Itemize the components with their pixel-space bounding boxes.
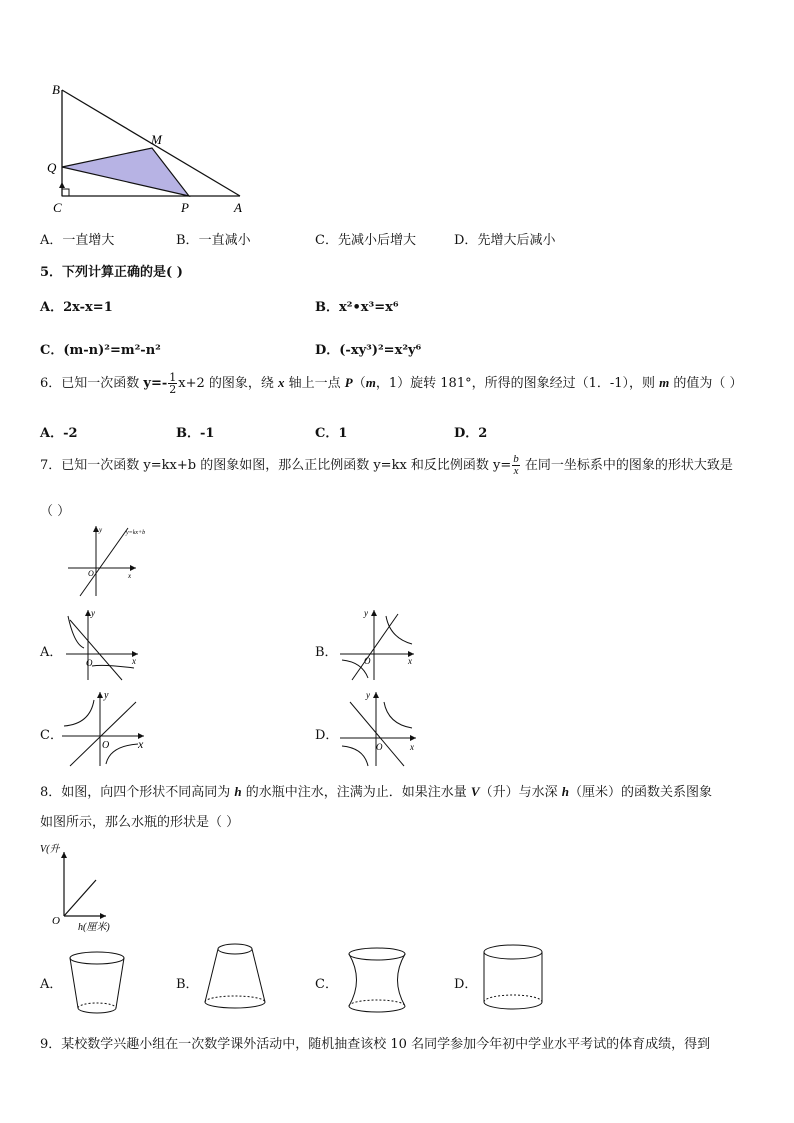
q8-text-mid2: （升）与水深 — [479, 785, 562, 800]
q4-option-c[interactable] — [315, 229, 416, 248]
q4-triangle-figure — [40, 78, 260, 218]
label-c: C — [53, 200, 62, 215]
fraction-numerator: b — [513, 453, 519, 465]
q8-text-pre: 8．如图，向四个形状不同高同为 — [40, 785, 235, 800]
label-v-axis: V(升 — [40, 844, 60, 855]
q7-option-a-graph[interactable] — [64, 606, 144, 682]
label-o: O — [86, 658, 93, 668]
label-y: y — [364, 608, 368, 618]
q7-option-d-graph[interactable] — [338, 688, 420, 768]
shaded-triangle-qmp — [62, 148, 189, 196]
q6-text-mid1: x+2 的图象，绕 — [178, 376, 279, 391]
q6-text-post: 的值为（ ） — [669, 376, 743, 391]
label-line: y=kx+b — [126, 530, 146, 536]
q6-text-mid4: ，1）旋转 181°，所得的图象经过（1．-1），则 — [375, 376, 660, 391]
option-key: C． — [40, 343, 64, 358]
label-p: P — [181, 200, 189, 215]
label-o: O — [102, 740, 110, 751]
q6-text-mid2: 轴上一点 — [284, 376, 345, 391]
q5-option-a[interactable] — [40, 296, 113, 315]
option-text: (-xy³)²=x²y⁶ — [339, 343, 422, 358]
label-o: O — [88, 569, 94, 578]
q7-linear-graph — [64, 520, 164, 600]
label-o: O — [376, 742, 383, 752]
q8-var-v: V — [470, 784, 480, 799]
option-key: B． — [176, 426, 200, 441]
label-b: B — [52, 82, 60, 97]
q7-text-post: 在同一坐标系中的图象的形状大致是 — [520, 458, 733, 473]
q6-var-p: P — [344, 375, 353, 390]
q8-option-a-key[interactable]: A． — [40, 977, 63, 992]
label-x: x — [408, 656, 412, 666]
label-o: O — [364, 656, 371, 666]
option-key: B． — [315, 300, 339, 315]
q7-option-c-graph[interactable] — [60, 688, 150, 768]
option-key: C． — [315, 426, 339, 441]
q6-text-mid3: （ — [352, 376, 366, 391]
label-h-axis: h(厘米) — [78, 922, 110, 933]
q7-option-b-key[interactable]: B． — [315, 645, 338, 660]
q6-equation-lhs: y=- — [143, 376, 168, 391]
q8-option-b-key[interactable]: B． — [176, 977, 199, 992]
q8-volume-depth-graph — [36, 838, 126, 934]
q7-stem — [40, 454, 733, 477]
q6-option-c[interactable] — [315, 422, 347, 441]
label-x: x — [410, 742, 414, 752]
option-key: C． — [315, 233, 338, 248]
label-q: Q — [47, 160, 57, 175]
option-key: B． — [176, 233, 199, 248]
q6-var-m2: m — [659, 375, 670, 390]
q7-option-a-key[interactable]: A． — [40, 645, 63, 660]
q4-option-d[interactable] — [454, 229, 555, 248]
option-text: 先增大后减小 — [477, 233, 556, 248]
label-y: y — [99, 526, 103, 534]
q5-stem: 5．下列计算正确的是( ) — [40, 265, 183, 280]
q8-text-mid: 的水瓶中注水，注满为止．如果注水量 — [241, 785, 471, 800]
option-key: D． — [454, 233, 478, 248]
option-text: 先减小后增大 — [337, 233, 416, 248]
q6-var-m: m — [365, 375, 376, 390]
option-text: x²•x³=x⁶ — [339, 300, 399, 315]
option-text: 2 — [478, 426, 488, 441]
label-a: A — [234, 200, 242, 215]
q7-option-b-graph[interactable] — [338, 606, 418, 682]
q8-stem-line2: 如图所示，那么水瓶的形状是（ ） — [40, 815, 240, 830]
option-text: 1 — [338, 426, 348, 441]
label-y: y — [366, 690, 370, 700]
option-text: 2x-x=1 — [63, 300, 113, 315]
q7-fraction — [512, 454, 520, 477]
label-o: O — [52, 915, 60, 927]
option-key: A． — [40, 233, 63, 248]
q8-option-c-key[interactable]: C． — [315, 977, 338, 992]
q6-text-pre: 6．已知一次函数 — [40, 376, 144, 391]
q5-option-b[interactable] — [315, 296, 399, 315]
q6-option-b[interactable] — [176, 422, 214, 441]
label-m: M — [151, 132, 162, 147]
arrow-up-mark — [59, 182, 65, 188]
q4-option-a[interactable] — [40, 229, 114, 248]
q8-option-a-bottle-icon[interactable] — [64, 946, 130, 1018]
q5-option-d[interactable] — [315, 339, 421, 358]
option-key: D． — [315, 343, 340, 358]
q9-stem: 9．某校数学兴趣小组在一次数学课外活动中，随机抽查该校 10 名同学参加今年初中学业水平考试的体育成绩，得到 — [40, 1037, 711, 1052]
fraction-denominator: x — [513, 465, 519, 477]
q6-stem — [40, 372, 743, 395]
q4-option-b[interactable] — [176, 229, 251, 248]
q8-stem-line1 — [40, 781, 712, 800]
option-text: -1 — [200, 426, 215, 441]
q5-option-c[interactable] — [40, 339, 161, 358]
q8-text-post: （厘米）的函数关系图象 — [568, 785, 712, 800]
q7-option-d-key[interactable]: D． — [315, 728, 339, 743]
option-text: 一直减小 — [198, 233, 251, 248]
option-key: D． — [454, 426, 479, 441]
q6-var-x: x — [278, 375, 285, 390]
q8-option-d-bottle-icon[interactable] — [478, 940, 548, 1016]
label-y: y — [104, 690, 109, 701]
q6-fraction — [168, 372, 177, 395]
q8-var-h: h — [234, 784, 242, 799]
option-text: (m-n)²=m²-n² — [63, 343, 161, 358]
right-angle-mark — [62, 189, 69, 196]
option-text: 一直增大 — [62, 233, 115, 248]
label-x: x — [128, 572, 132, 580]
q7-paren: （ ） — [40, 504, 71, 519]
option-key: A． — [40, 426, 64, 441]
fraction-numerator: 1 — [169, 371, 177, 384]
fraction-denominator: 2 — [169, 383, 177, 396]
option-key: A． — [40, 300, 64, 315]
q8-var-h2: h — [561, 784, 569, 799]
option-text: -2 — [63, 426, 78, 441]
label-x: x — [138, 737, 144, 751]
q6-option-d[interactable] — [454, 422, 487, 441]
q7-option-c-key[interactable]: C． — [40, 728, 63, 743]
label-y: y — [91, 608, 95, 618]
q8-option-d-key[interactable]: D． — [454, 977, 478, 992]
q7-text-pre: 7．已知一次函数 y=kx+b 的图象如图，那么正比例函数 y=kx 和反比例函数 y= — [40, 458, 512, 473]
q6-option-a[interactable] — [40, 422, 78, 441]
q8-option-c-bottle-icon[interactable] — [342, 944, 412, 1016]
label-x: x — [132, 656, 136, 666]
q8-option-b-bottle-icon[interactable] — [200, 940, 270, 1014]
